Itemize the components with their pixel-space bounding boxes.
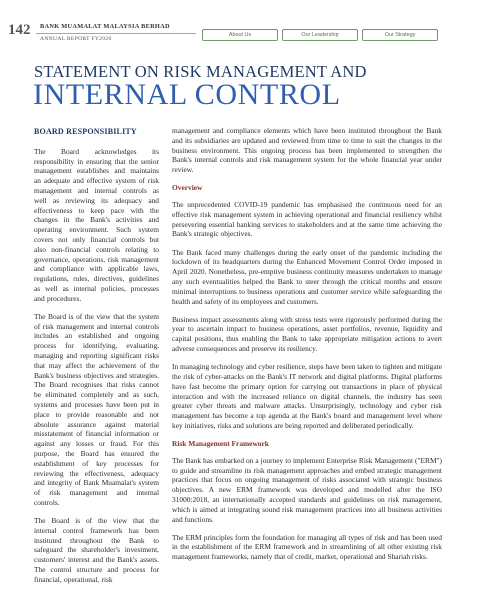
right-paragraph-3: The Bank faced many challenges during the early onset of the pandemic including the lockdown of its headquarters during the Enhanced Movement Control Order imposed in April 2020. Nonetheless, pre-emptive business continuity measures undertaken to manage any such eventualities helped the Bank to steer through the critical months and ensure minimal interruptions to business operations and customer service while safeguarding the health and safety of its employees and customers. (172, 247, 442, 306)
right-paragraph-7: The ERM principles form the foundation for managing all types of risk and has been used in the establishment of the ERM framework and in streamlining of all other existing risk management frameworks, namely that of credit, market, operational and Shariah risks. (172, 532, 442, 562)
left-paragraph-1: The Board acknowledges its responsibility in ensuring that the senior management establishes and maintains an adequate and effective system of risk management and internal controls as well as reviewing its adequacy and effectiveness to keep pace with the changes in the Bank's activities and operating environment. Such system covers not only financial controls but also non-financial controls relating to governance, operations, risk management and compliance with applicable laws, regulations, rules, directives, guidelines as well as internal policies, processes and procedures. (34, 146, 159, 303)
right-paragraph-4: Business impact assessments along with stress tests were rigorously performed during the year to ascertain impact to business operations, asset portfolios, revenue, liquidity and capital positions, thus enabling the Bank to take appropriate mitigation actions to avert adverse consequences and preserve its resiliency. (172, 314, 442, 354)
header-divider (36, 33, 196, 34)
right-column (172, 126, 442, 570)
report-name: ANNUAL REPORT FY2020 (40, 36, 112, 42)
risk-management-framework-heading: Risk Management Framework (172, 439, 269, 448)
right-paragraph-2: The unprecedented COVID-19 pandemic has emphasised the continuous need for an effective risk management system in achieving operational and financial resiliency whilst persevering essential banking services to stakeholders and at the same time achieving the Bank's strategic objectives. (172, 200, 442, 239)
board-responsibility-heading: BOARD RESPONSIBILITY (34, 127, 137, 136)
page-title-line-1: STATEMENT ON RISK MANAGEMENT AND (34, 62, 367, 81)
nav-our-strategy-button[interactable]: Our Strategy (362, 29, 438, 41)
page-title-line-2: INTERNAL CONTROL (33, 78, 341, 111)
right-paragraph-5: In managing technology and cyber resilience, steps have been taken to tighten and mitigate the risk of cyber-attacks on the Bank's IT network and digital platforms. Digital platforms have fast become the primary option for carrying out transactions in place of physical interaction and with the increased reliance on digital channels, the industry has seen greater cyber threats and malware attacks. Unsurprisingly, technology and cyber risk management has become a top agenda at the Bank's board and management level where key initiatives, risks and solutions are being reported and deliberated periodically. (172, 362, 442, 430)
right-paragraph-6: The Bank has embarked on a journey to implement Enterprise Risk Management ("ERM") to guide and streamline its risk management approaches and embed strategic management practices that focus on ongoing management of risks associated with strategic business objectives. A new ERM framework was developed and modelled after the ISO 31000:2018, an internationally accepted standards and guidelines on risk management, which is aimed at integrating sound risk management practices into all business activities and functions. (172, 455, 442, 524)
right-paragraph-1: management and compliance elements which have been instituted throughout the Bank and its subsidiaries are updated and reviewed from time to time to suit the changes in the business environment. This ongoing process has been implemented to strengthen the Bank's internal controls and risk management system for the whole financial year under review. (172, 126, 442, 175)
nav-about-us-button[interactable]: About Us (202, 29, 278, 41)
bank-name: BANK MUAMALAT MALAYSIA BERHAD (40, 23, 170, 30)
left-column (34, 124, 159, 593)
overview-heading: Overview (172, 183, 203, 193)
page-number: 142 (8, 22, 31, 38)
left-paragraph-3: The Board is of the view that the internal control framework has been instituted throughout the Bank to safeguard the shareholder's investment, customers' interest and the Bank's assets. The control structure and process for financial, operational, risk (34, 516, 159, 584)
nav-our-leadership-button[interactable]: Our Leadership (282, 29, 358, 41)
page-header (0, 0, 480, 50)
left-paragraph-2: The Board is of the view that the system of risk management and internal controls includes an established and ongoing process for identifying, evaluating, managing and reporting significant risks that may affect the achievement of the Bank's business objectives and strategies. The Board recognises that risks cannot be eliminated completely and as such, systems and processes have been put in place to provide reasonable and not absolute assurance against material misstatement of financial information or against any losses or fraud. For this purpose, the Board has ensured the establishment of key processes for reviewing the effectiveness, adequacy and integrity of Bank Muamalat's system of risk management and internal controls. (34, 311, 159, 507)
